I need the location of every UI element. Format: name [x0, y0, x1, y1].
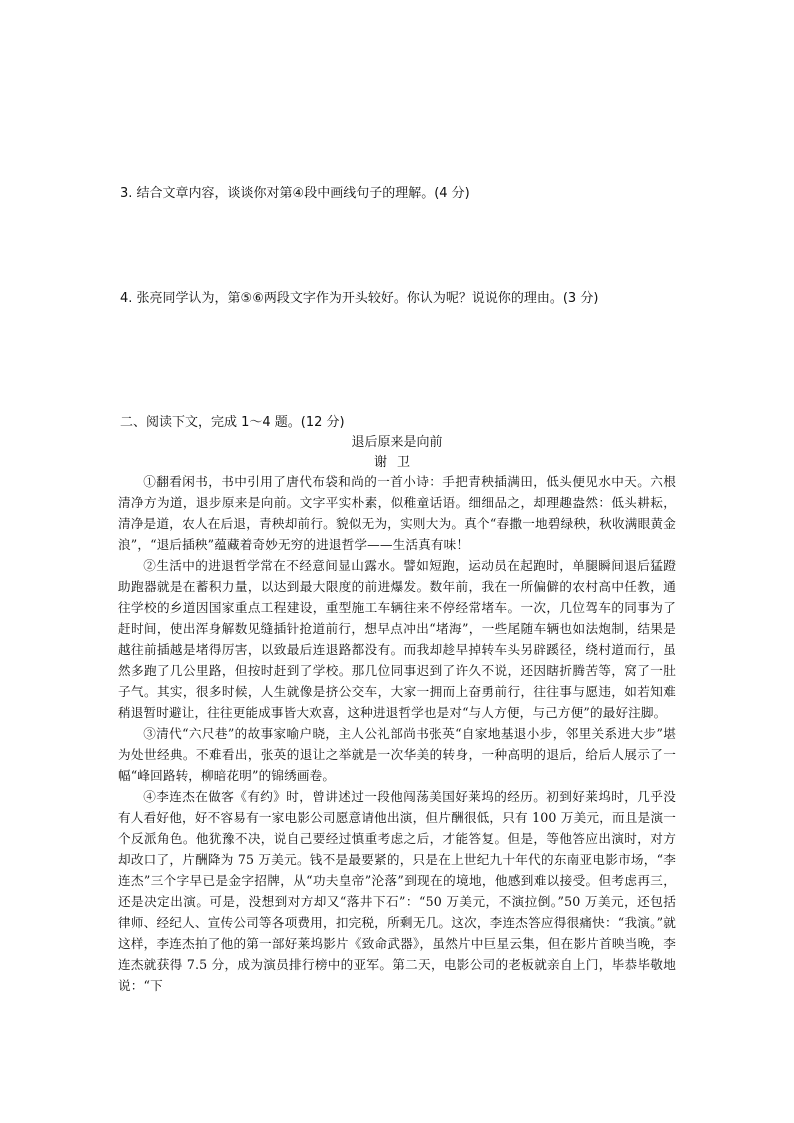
section-heading: 二、阅读下文，完成 1～4 题。(12 分): [120, 415, 345, 430]
article-body: [118, 471, 676, 996]
question-3: 3. 结合文章内容，谈谈你对第④段中画线句子的理解。(4 分): [120, 186, 470, 201]
article-title: 退后原来是向前: [351, 435, 443, 450]
question-4: 4. 张亮同学认为，第⑤⑥两段文字作为开头较好。你认为呢？说说你的理由。(3 分): [120, 291, 599, 306]
paragraph-3: ③清代“六尺巷”的故事家喻户晓，主人公礼部尚书张英“自家地基退小步，邻里关系进大步”堪为处世经典。不难看出，张英的退让之举就是一次华美的转身，一种高明的退后，给后人展示了一幅“峰回路转，柳暗花明”的锦绣画卷。: [118, 726, 676, 783]
paragraph-4: ④李连杰在做客《有约》时，曾讲述过一段他闯荡美国好莱坞的经历。初到好莱坞时，几乎没有人看好他，好不容易有一家电影公司愿意请他出演，但片酬很低，只有 100 万美元，而且是演一个反派角色。他犹豫不决，说自己要经过慎重考虑之后，才能答复。但是，等他答应出演时，对方却改口了，片酬降为 75 万美元。钱不是最要紧的，只是在上世纪九十年代的东南亚电影市场，“李连杰”三个字早已是金字招牌，从“功夫皇帝”沦落”到现在的境地，他感到难以接受。但考虑再三，还是决定出演。可是，没想到对方却又“落井下石”：“50 万美元，不演拉倒。”50 万美元，还包括律师、经纪人、宣传公司等各项费用，扣完税，所剩无几。这次，李连杰答应得很痛快：“我演。”就这样，李连杰拍了他的第一部好莱坞影片《致命武器》，虽然片中巨星云集，但在影片首映当晚，李连杰就获得 7.5 分，成为演员排行榜中的亚军。第二天，电影公司的老板就亲自上门，毕恭毕敬地说：“下: [118, 789, 676, 993]
paragraph-2: ②生活中的进退哲学常在不经意间显山露水。譬如短跑，运动员在起跑时，单腿瞬间退后猛蹬助跑器就是在蓄积力量，以达到最大限度的前进爆发。数年前，我在一所偏僻的农村高中任教，通往学校的乡道因国家重点工程建设，重型施工车辆往来不停经常堵车。一次，几位驾车的同事为了赶时间，使出浑身解数见缝插针抢道前行，想早点冲出“堵海”，一些尾随车辆也如法炮制，结果是越往前插越是堵得厉害，以致最后连退路都没有。而我却趁早掉转车头另辟蹊径，绕村道而行，虽然多跑了几公里路，但按时赶到了学校。那几位同事迟到了许久不说，还因瞎折腾苦等，窝了一肚子气。其实，很多时候，人生就像是挤公交车，大家一拥而上奋勇前行，往往事与愿违，如若知难稍退暂时避让，往往更能成事皆大欢喜，这种进退哲学也是对“与人方便，与己方便”的最好注脚。: [118, 558, 676, 720]
paragraph-1: ①翻看闲书，书中引用了唐代布袋和尚的一首小诗：手把青秧插满田，低头便见水中天。六根清净方为道，退步原来是向前。文字平实朴素，似稚童话语。细细品之，却理趣盎然：低头耕耘，清净是道，农人在后退，青秧却前行。貌似无为，实则大为。真个“春撒一地碧绿秧，秋收满眼黄金浪”，“退后插秧”蕴藏着奇妙无穷的进退哲学——生活真有味！: [118, 474, 676, 552]
article-author: 谢卫: [373, 455, 420, 470]
